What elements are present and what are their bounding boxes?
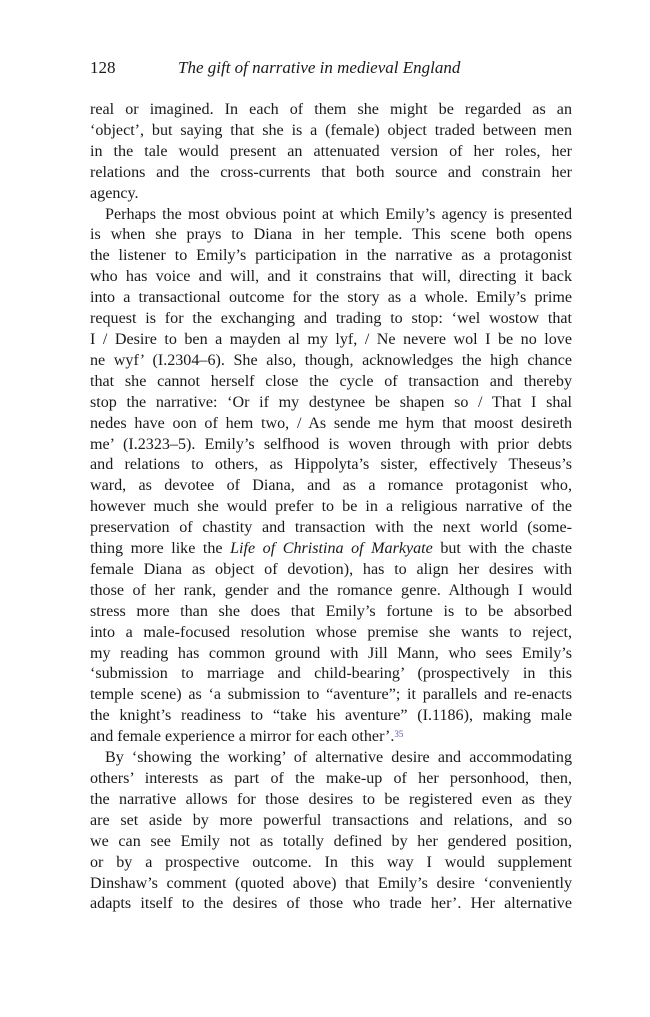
text-line: however much she would prefer to be in a religious narrative of the: [90, 498, 572, 516]
footnote-marker[interactable]: 35: [394, 729, 404, 740]
text-line: adapts itself to the desires of those who trade her’. Her alternative: [90, 895, 572, 913]
text-line: Dinshaw’s comment (quoted above) that Emily’s desire ‘conveniently: [90, 874, 572, 892]
text-segment: thing more like the: [90, 540, 231, 558]
text-line: the narrative allows for those desires to be registered even as they: [90, 790, 572, 808]
text-line: and relations to others, as Hippolyta’s sister, effectively Theseus’s: [90, 456, 572, 474]
text-line: stress more than she does that Emily’s fortune is to be absorbed: [90, 602, 572, 620]
text-line: ne wyf’ (I.2304–6). She also, though, acknowledges the high chance: [90, 351, 572, 369]
paragraph-2: [90, 205, 572, 749]
text-line: the knight’s readiness to “take his aventure” (I.1186), making male: [90, 707, 572, 725]
text-line: me’ (I.2323–5). Emily’s selfhood is woven through with prior debts: [90, 435, 572, 453]
paragraph-3: [90, 748, 572, 915]
text-line: or by a prospective outcome. In this way I would supplement: [90, 853, 572, 871]
text-line: request is for the exchanging and trading to stop: ‘wel wostow that: [90, 310, 572, 328]
text-line: real or imagined. In each of them she might be regarded as an: [90, 101, 572, 118]
text-segment: and female experience a mirror for each other’.: [90, 728, 395, 746]
text-line-with-title: [90, 539, 572, 560]
text-line: female Diana as object of devotion), has to align her desires with: [90, 560, 572, 578]
text-line-with-footnote: [90, 727, 572, 748]
text-line: By ‘showing the working’ of alternative desire and accommodating: [105, 749, 572, 767]
text-line: that she cannot herself close the cycle of transaction and thereby: [90, 372, 572, 390]
text-line: ‘object’, but saying that she is a (female) object traded between men: [90, 121, 572, 139]
text-line: preservation of chastity and transaction with the next world (some-: [90, 519, 572, 537]
text-line: agency.: [90, 184, 139, 202]
body-text: [90, 100, 572, 915]
text-line: we can see Emily not as totally defined by her gendered position,: [90, 832, 572, 850]
text-line: who has voice and will, and it constrains that will, directing it back: [90, 268, 572, 286]
page-number: 128: [90, 58, 116, 77]
text-line: relations and the cross-currents that both source and constrain her: [90, 163, 572, 181]
text-line: temple scene) as ‘a submission to “aventure”; it parallels and re-enacts: [90, 686, 572, 704]
text-line: is when she prays to Diana in her temple. This scene both opens: [90, 226, 572, 244]
text-line: ‘submission to marriage and child-bearing’ (prospectively in this: [90, 665, 572, 683]
text-line: into a male-focused resolution whose premise she wants to reject,: [90, 623, 572, 641]
text-line: ward, as devotee of Diana, and as a romance protagonist who,: [90, 477, 572, 495]
text-segment: but with the chaste: [432, 540, 572, 558]
text-line: nedes have oon of hem two, / As sende me hym that moost desireth: [90, 414, 572, 432]
text-line: Perhaps the most obvious point at which Emily’s agency is presented: [105, 205, 572, 223]
text-line: stop the narrative: ‘Or if my destynee be shapen so / That I shal: [90, 393, 572, 411]
book-title: The gift of narrative in medieval England: [178, 58, 461, 77]
italic-work-title: Life of Christina of Markyate: [230, 540, 433, 558]
text-line: those of her rank, gender and the romance genre. Although I would: [90, 581, 572, 599]
text-line: in the tale would present an attenuated version of her roles, her: [90, 142, 572, 160]
paragraph-1: [90, 100, 572, 205]
text-line: others’ interests as part of the make-up of her personhood, then,: [90, 770, 572, 787]
text-line: into a transactional outcome for the story as a whole. Emily’s prime: [90, 289, 572, 307]
text-line: are set aside by more powerful transactions and relations, and so: [90, 811, 572, 829]
text-line: the listener to Emily’s participation in the narrative as a protagonist: [90, 247, 572, 265]
text-line: I / Desire to ben a mayden al my lyf, / Ne nevere wol I be no love: [90, 330, 572, 348]
text-line: my reading has common ground with Jill Mann, who sees Emily’s: [90, 644, 572, 662]
